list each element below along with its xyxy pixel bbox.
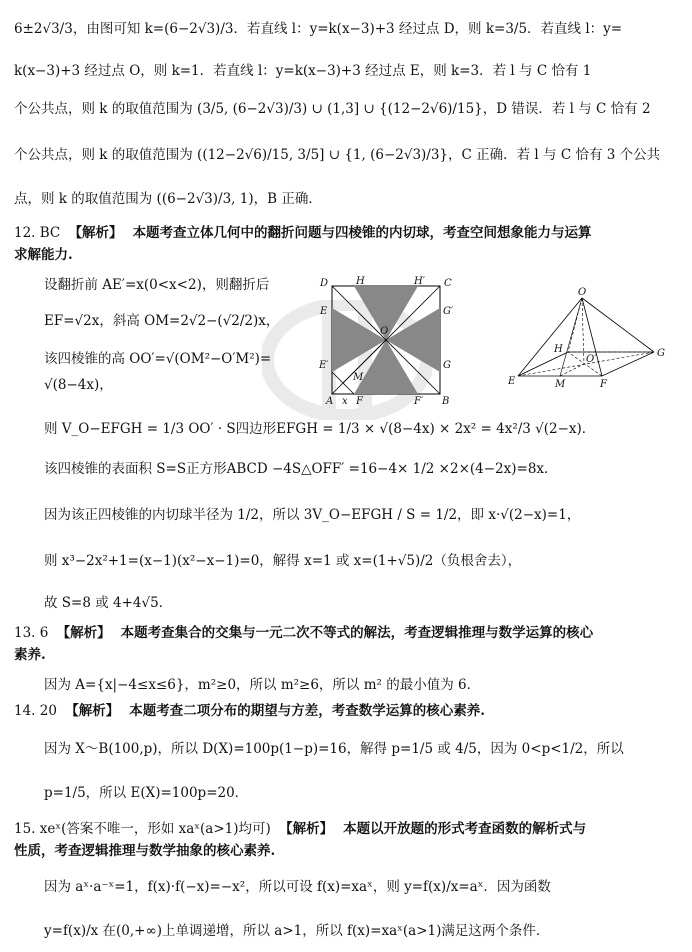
q14-line-1: 因为 X～B(100,p)，所以 D(X)=100p(1−p)=16，解得 p=1/5 或 4/5，因为 0<p<1/2，所以 [44,741,624,757]
fig1-label-Gp: G′ [443,306,454,317]
q12-line-9: 故 S=8 或 4+4√5． [44,595,173,611]
q12-line-4: √(8−4x)， [44,377,113,393]
q14-description: 本题考查二项分布的期望与方差，考查数学运算的核心素养. [129,703,485,719]
q11-line-4: 个公共点，则 k 的取值范围为 ((12−2√6)/15, 3/5] ∪ {1, (6−2√3)/3}，C 正确．若 l 与 C 恰有 3 个公共 [14,147,661,163]
q13-line: 因为 A={x|−4≤x≤6}，m²≥0，所以 m²≥6，所以 m² 的最小值为 6． [44,677,481,693]
q14-number: 14. 20 [14,703,57,719]
q11-line-2: k(x−3)+3 经过点 O，则 k=1．若直线 l：y=k(x−3)+3 经过点 E，则 k=3．若 l 与 C 恰有 1 [14,63,592,79]
q12-line-1: 设翻折前 AE′=x(0<x<2)，则翻折后 [44,277,270,293]
q15-description-cont: 性质，考查逻辑推理与数学抽象的核心素养. [14,843,276,859]
q12-description: 本题考查立体几何中的翻折问题与四棱锥的内切球，考查空间想象能力与运算 [132,225,592,241]
q14-line-2: p=1/5，所以 E(X)=100p=20． [44,785,249,801]
fig1-label-E: E [320,306,328,317]
q13-tag: 【解析】 [56,625,111,641]
q12-line-8: 则 x³−2x²+1=(x−1)(x²−x−1)=0，解得 x=1 或 x=(1+√5)/2（负根舍去）， [44,553,522,569]
fig2-label-H: H [554,344,563,355]
q12-line-2: EF=√2x，斜高 OM=2√2−(√2/2)x， [44,313,280,329]
q14-tag: 【解析】 [65,703,120,719]
fig1-label-D: D [320,278,329,289]
q13-number: 13. 6 [14,625,49,641]
pyramid-figure [508,286,668,396]
fig1-label-H: H [356,276,365,287]
fig1-label-A: A [326,396,334,406]
q12-line-3: 该四棱锥的高 OO′=√(OM²−O′M²)= [44,351,272,367]
fig1-label-F: F [356,396,363,406]
q15-number: 15. xeˣ(答案不唯一，形如 xaˣ(a>1)均可) [14,821,271,837]
q15-line-2: y=f(x)/x 在(0,+∞)上单调递增，所以 a>1，所以 f(x)=xaˣ(a>1)满足这两个条件． [44,923,550,939]
fig1-label-x: x [342,396,348,406]
fig2-label-E: E [508,376,516,387]
square-fold-figure [318,276,468,406]
q11-line-5: 点，则 k 的取值范围为 ((6−2√3)/3, 1)，B 正确． [14,191,322,207]
q12-number: 12. BC [14,225,61,241]
q12-line-6: 该四棱锥的表面积 S=S正方形ABCD −4S△OFF′ =16−4× 1/2 ×2×(4−2x)=8x． [44,461,558,477]
q12-line-7: 因为该正四棱锥的内切球半径为 1/2，所以 3V_O−EFGH / S = 1/2，即 x·√(2−x)=1， [44,507,581,523]
fig1-label-C: C [444,278,452,289]
q11-line-3: 个公共点，则 k 的取值范围为 (3/5, (6−2√3)/3) ∪ (1,3] ∪ {(12−2√6)/15}，D 错误．若 l 与 C 恰有 2 [14,101,651,117]
fig2-label-O: O [578,287,587,298]
q11-line-1: 6±2√3/3，由图可知 k=(6−2√3)/3．若直线 l：y=k(x−3)+3 经过点 D，则 k=3/5．若直线 l：y= [14,21,623,37]
fig1-label-B: B [442,396,450,406]
q13-description-cont: 素养. [14,647,46,663]
fig2-label-G: G [657,348,665,359]
q12-line-5: 则 V_O−EFGH = 1/3 OO′ · S四边形EFGH = 1/3 × √(8−4x) × 2x² = 4x²/3 √(2−x)． [44,421,596,437]
q12-tag: 【解析】 [68,225,123,241]
q12-heading [14,224,678,242]
fig1-label-Ep: E′ [319,360,329,371]
q14-heading [14,702,678,720]
q15-tag: 【解析】 [279,821,334,837]
q15-heading [14,820,678,838]
fig1-label-G: G [443,360,451,371]
fig2-label-M: M [555,379,566,390]
fig2-label-Op: O′ [586,354,597,365]
q15-line-1: 因为 aˣ·a⁻ˣ=1，f(x)·f(−x)=−x²，所以可设 f(x)=xaˣ，则 y=f(x)/x=aˣ．因为函数 [44,879,551,895]
fig1-label-Hp: H′ [414,276,425,287]
q13-heading [14,624,678,642]
q15-description: 本题以开放题的形式考查函数的解析式与 [343,821,587,837]
fig2-label-F: F [600,379,607,390]
fig1-label-Fp: F′ [414,396,424,406]
fig1-label-M: M [353,372,364,383]
q13-description: 本题考查集合的交集与一元二次不等式的解法，考查逻辑推理与数学运算的核心 [120,625,594,641]
q12-description-cont: 求解能力. [14,247,73,263]
fig1-label-O: O [380,326,389,337]
